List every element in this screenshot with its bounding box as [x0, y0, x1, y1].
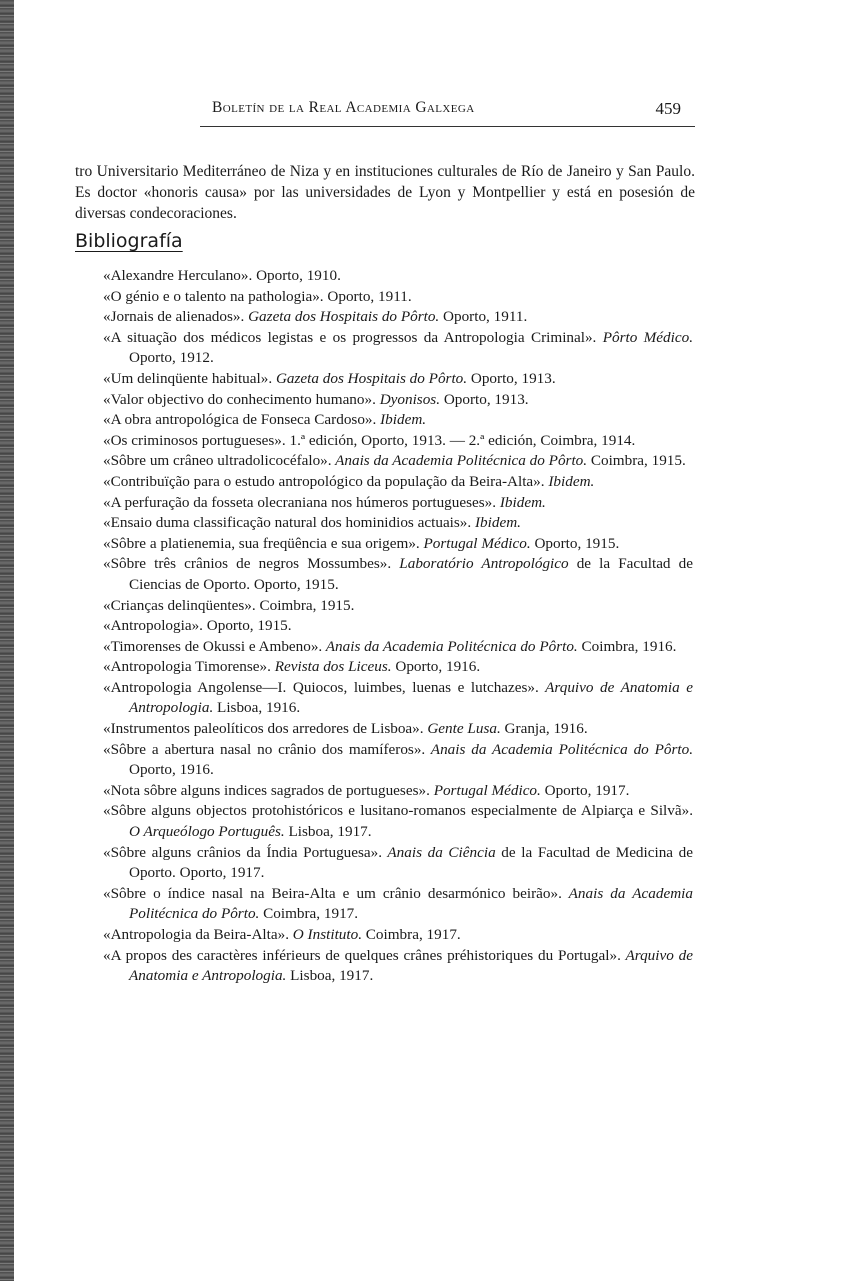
section-title: Bibliografía: [75, 230, 183, 252]
header-rule: [200, 126, 695, 127]
entry-journal: Arquivo de Anatomia e Antropologia.: [129, 678, 694, 717]
entry-title: «Jornais de alienados».: [103, 308, 245, 326]
entry-title: «Valor objectivo do conhecimento humano».: [103, 390, 376, 408]
entry-title: «Sôbre três crânios de negros Mossumbes».: [103, 555, 392, 573]
bibliography-entry: [103, 719, 693, 740]
bibliography-entry: [103, 596, 693, 617]
entry-journal: Gazeta dos Hospitais do Pôrto.: [272, 369, 468, 387]
entry-journal: Revista dos Liceus.: [270, 658, 392, 676]
bibliography-entry: [103, 781, 693, 802]
entry-journal: Anais da Academia Politécnica do Pôrto.: [425, 740, 693, 758]
entry-rest: Coimbra, 1916.: [577, 637, 677, 655]
entry-rest: Granja, 1916.: [500, 720, 588, 738]
entry-rest: Oporto, 1911.: [439, 308, 528, 326]
entry-journal: Anais da Academia Politécnica do Pôrto.: [322, 637, 578, 655]
entry-title: «Instrumentos paleolíticos dos arredores de Lisboa».: [103, 720, 424, 738]
entry-title: «Contribuïção para o estudo antropológico da população da Beira-Alta».: [103, 472, 545, 490]
entry-journal: Ibidem.: [496, 493, 546, 511]
entry-rest: Coimbra, 1915.: [255, 596, 355, 614]
bibliography-entry: [103, 678, 693, 719]
entry-rest: Lisboa, 1916.: [213, 699, 301, 717]
scan-edge: [0, 0, 14, 1281]
entry-title: «A propos des caractères inférieurs de quelques crânes préhistoriques du Portugal».: [103, 946, 621, 964]
intro-paragraph: tro Universitario Mediterráneo de Niza y en instituciones culturales de Río de Janeiro y San Paulo. Es doctor «honoris causa» por las universidades de Lyon y Montpellier y está en posesión de diversas condecoraciones.: [75, 162, 695, 222]
entry-journal: Pôrto Médico.: [596, 328, 693, 346]
bibliography-entry: [103, 637, 693, 658]
entry-journal: Ibidem.: [376, 411, 427, 429]
entry-journal: Anais da Ciência: [382, 843, 496, 861]
bibliography-entry: [103, 801, 693, 842]
entry-rest: Oporto, 1917.: [540, 781, 630, 799]
bibliography-entry: [103, 390, 693, 411]
entry-rest: de la Facultad de Ciencias de Oporto. Oporto, 1915.: [129, 555, 693, 593]
entry-title: «Alexandre Herculano».: [103, 267, 253, 284]
entry-journal: Gente Lusa.: [423, 720, 501, 738]
entry-title: «Sôbre o índice nasal na Beira-Alta e um crânio desarmónico beirão».: [103, 884, 562, 902]
bibliography-entry: [103, 616, 693, 637]
page-number: 459: [655, 99, 681, 118]
entry-title: «Sôbre alguns crânios da Índia Portuguesa».: [103, 843, 383, 861]
entry-rest: Lisboa, 1917.: [286, 967, 374, 985]
entry-journal: Ibidem.: [471, 514, 521, 532]
entry-rest: Oporto, 1913.: [440, 390, 529, 408]
bibliography-entry: [103, 513, 693, 534]
entry-rest: 1.ª edición, Oporto, 1913. — 2.ª edición, Coimbra, 1914.: [285, 431, 636, 449]
entry-journal: Arquivo de Anatomia e Antropologia.: [129, 946, 693, 985]
entry-rest: de la Facultad de Medicina de Oporto. Oporto, 1917.: [129, 843, 693, 882]
entry-journal: Anais da Academia Politécnica do Pôrto.: [331, 452, 588, 470]
entry-rest: Oporto, 1915.: [202, 617, 292, 635]
entry-rest: Coimbra, 1915.: [587, 452, 686, 470]
entry-title: «Sôbre um crâneo ultradolicocéfalo».: [103, 452, 332, 470]
entry-journal: Ibidem.: [544, 472, 595, 490]
entry-rest: Oporto, 1915.: [530, 534, 620, 552]
bibliography-entry: [103, 925, 693, 946]
bibliography-entry: [103, 369, 693, 390]
entry-title: «Os criminosos portugueses».: [103, 431, 286, 449]
entry-journal: Portugal Médico.: [429, 781, 541, 799]
entry-journal: Anais da Academia Politécnica do Pôrto.: [129, 884, 693, 923]
bibliography-entry: [103, 451, 693, 472]
entry-journal: Portugal Médico.: [419, 534, 531, 552]
entry-rest: Oporto, 1916.: [391, 658, 481, 676]
bibliography-entry: [103, 657, 693, 678]
entry-rest: Oporto, 1913.: [467, 369, 556, 387]
entry-title: «Sôbre a abertura nasal no crânio dos mamíferos».: [103, 740, 426, 758]
bibliography-entry: [103, 328, 693, 369]
bibliography-entry: [103, 287, 693, 308]
entry-rest: Lisboa, 1917.: [284, 823, 372, 841]
bibliography-entry: [103, 410, 693, 431]
entry-title: «O génio e o talento na pathologia».: [103, 287, 324, 305]
bibliography-entry: [103, 493, 693, 514]
bibliography-list: [103, 266, 693, 987]
bibliography-entry: [103, 946, 693, 987]
entry-rest: Oporto, 1912.: [129, 349, 214, 367]
entry-rest: Oporto, 1911.: [323, 287, 412, 305]
entry-journal: Dyonisos.: [375, 390, 441, 408]
running-title: Boletín de la Real Academia Galxega: [212, 99, 475, 116]
entry-journal: O Instituto.: [289, 926, 362, 943]
entry-title: «Crianças delinqüentes».: [103, 596, 256, 614]
entry-journal: O Arqueólogo Português.: [129, 823, 285, 841]
entry-title: «Um delinqüente habitual».: [103, 369, 273, 387]
bibliography-entry: [103, 843, 693, 884]
entry-rest: Coimbra, 1917.: [259, 905, 359, 923]
entry-title: «Sôbre alguns objectos protohistóricos e lusitano-romanos especialmente de Alpiarça e Silvã».: [103, 802, 693, 820]
entry-title: «A situação dos médicos legistas e os progressos da Antropologia Criminal».: [103, 328, 597, 346]
entry-journal: Laboratório Antropológico: [391, 555, 569, 573]
entry-title: «A obra antropológica de Fonseca Cardoso».: [103, 411, 377, 429]
bibliography-entry: [103, 431, 693, 452]
entry-rest: Oporto, 1910.: [252, 267, 341, 284]
entry-title: «Antropologia».: [103, 617, 203, 635]
entry-rest: Coimbra, 1917.: [362, 926, 461, 943]
entry-journal: Gazeta dos Hospitais do Pôrto.: [244, 308, 440, 326]
entry-title: «Antropologia Timorense».: [103, 658, 271, 676]
entry-title: «Timorenses de Okussi e Ambeno».: [103, 637, 323, 655]
entry-title: «Nota sôbre alguns indices sagrados de portugueses».: [103, 781, 430, 799]
entry-title: «Ensaio duma classificação natural dos hominidios actuais».: [103, 514, 472, 532]
bibliography-entry: [103, 884, 693, 925]
entry-title: «A perfuração da fosseta olecraniana nos húmeros portugueses».: [103, 493, 497, 511]
bibliography-entry: [103, 307, 693, 328]
page-header: [200, 95, 695, 131]
entry-title: «Antropologia da Beira-Alta».: [103, 926, 289, 943]
bibliography-entry: [103, 266, 693, 287]
entry-title: «Antropologia Angolense—I. Quiocos, luimbes, luenas e lutchazes».: [103, 678, 539, 696]
bibliography-entry: [103, 740, 693, 781]
bibliography-entry: [103, 534, 693, 555]
entry-rest: Oporto, 1916.: [129, 761, 214, 779]
entry-title: «Sôbre a platienemia, sua freqüência e sua origem».: [103, 534, 420, 552]
bibliography-entry: [103, 554, 693, 595]
bibliography-entry: [103, 472, 693, 493]
